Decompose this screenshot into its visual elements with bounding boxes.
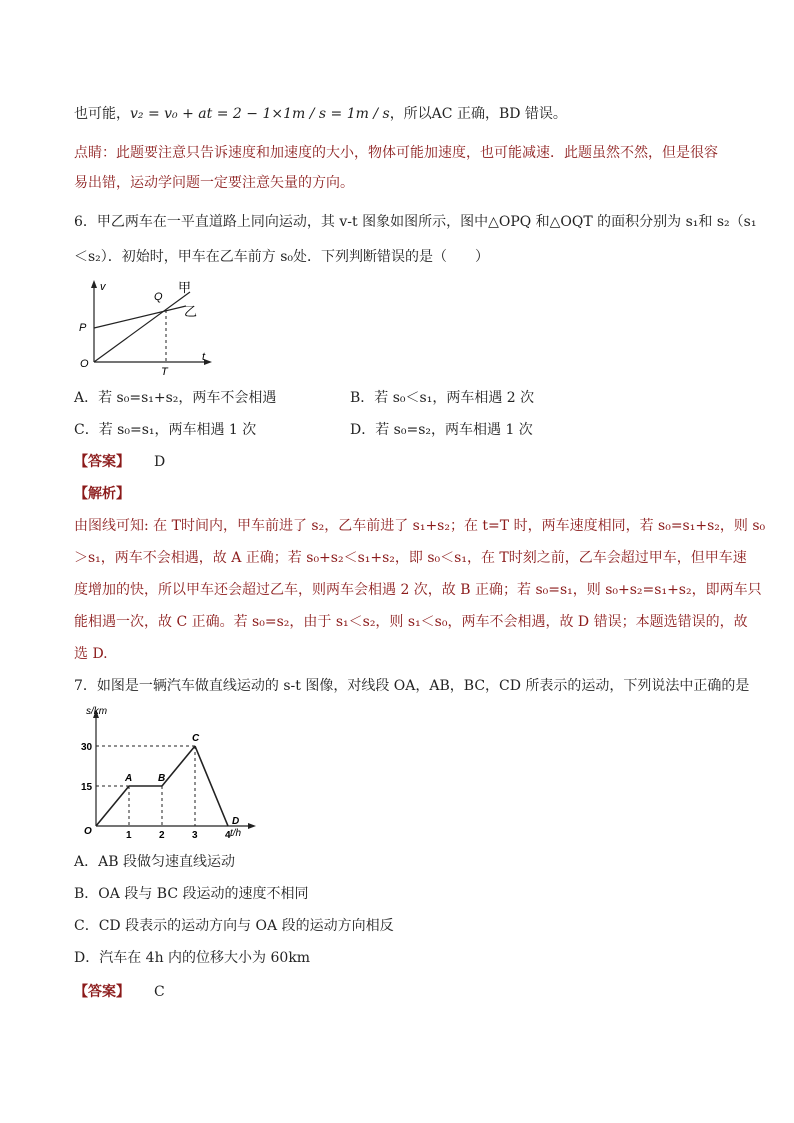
q6-analysis-line-4: 能相遇一次，故 C 正确。若 s₀=s₂，由于 s₁＜s₂，则 s₁＜s₀，两车不会相遇，故 D 错误；本题选错误的，故: [74, 614, 748, 630]
q6-answer-value: D: [154, 454, 166, 470]
q6-analysis-line-2: ＞s₁，两车不会相遇，故 A 正确；若 s₀+s₂＜s₁+s₂，即 s₀＜s₁，在 T时刻之前，乙车会超过甲车，但甲车速: [74, 550, 747, 566]
origin-label: O: [80, 358, 89, 370]
q6-analysis-line-5: 选 D.: [74, 646, 108, 662]
q6-stem-line-1: 6．甲乙两车在一平直道路上同向运动，其 v-t 图象如图所示，图中△OPQ 和△OQT 的面积分别为 s₁和 s₂（s₁: [74, 214, 757, 230]
q6-analysis-line-3: 度增加的快，所以甲车还会超过乙车，则两车会相遇 2 次，故 B 正确；若 s₀=s₁，则 s₀+s₂=s₁+s₂，即两车只: [74, 582, 762, 598]
prev-solution-line: [74, 104, 567, 124]
point-t-label: T: [161, 366, 168, 378]
x-tick-4: 4: [225, 830, 231, 840]
yi-line: [94, 306, 186, 328]
point-label-O: O: [84, 826, 92, 837]
q7-answer-value: C: [154, 984, 165, 1000]
segment-OA: [96, 786, 129, 826]
q6-vt-figure: [70, 276, 230, 380]
t-axis-arrow-icon: [248, 823, 256, 829]
q7-option-c: C．CD 段表示的运动方向与 OA 段的运动方向相反: [74, 918, 394, 934]
prev-solution-suffix: ，所以AC 正确，BD 错误。: [389, 106, 567, 122]
velocity-formula: v₂ = v₀ + at = 2 − 1×1m / s = 1m / s: [130, 106, 390, 122]
note-line-2: 易出错，运动学问题一定要注意矢量的方向。: [74, 175, 354, 191]
q7-option-d: D．汽车在 4h 内的位移大小为 60km: [74, 950, 311, 966]
point-q-label: Q: [154, 291, 163, 303]
prev-solution-prefix: 也可能，: [74, 106, 130, 122]
s-axis-label: s/km: [86, 706, 108, 717]
yi-label: 乙: [184, 304, 198, 319]
q7-option-b: B．OA 段与 BC 段运动的速度不相同: [74, 886, 309, 902]
y-tick-30: 30: [81, 742, 93, 753]
segment-BC: [162, 746, 195, 786]
q6-analysis-label: 【解析】: [74, 486, 130, 502]
q6-analysis-line-1: 由图线可知: 在 T时间内，甲车前进了 s₂，乙车前进了 s₁+s₂；在 t=T 时，两车速度相同，若 s₀=s₁+s₂，则 s₀: [74, 518, 766, 534]
x-tick-3: 3: [192, 830, 198, 840]
point-label-B: B: [158, 773, 166, 784]
q7-stem: 7．如图是一辆汽车做直线运动的 s-t 图像，对线段 OA，AB，BC，CD 所表示的运动，下列说法中正确的是: [74, 678, 750, 694]
t-axis-label: t/h: [230, 828, 242, 839]
x-tick-1: 1: [126, 830, 132, 840]
q6-stem-line-2: ＜s₂）．初始时，甲车在乙车前方 s₀处．下列判断错误的是（ ）: [74, 249, 490, 265]
q7-option-a: A．AB 段做匀速直线运动: [74, 854, 235, 870]
v-axis-label: v: [100, 281, 106, 293]
note-line-1: 点睛：此题要注意只告诉速度和加速度的大小，物体可能加速度，也可能减速．此题虽然不然，但是很容: [74, 145, 718, 161]
t-axis-arrow-icon: [204, 359, 212, 365]
y-tick-15: 15: [81, 782, 93, 793]
jia-label: 甲: [178, 280, 192, 295]
point-label-C: C: [192, 733, 200, 744]
q7-answer-row: [74, 982, 165, 1002]
q7-answer-label: 【答案】: [74, 984, 130, 1000]
jia-line: [94, 292, 190, 362]
q7-st-chart: [80, 704, 260, 840]
segment-CD: [195, 746, 228, 826]
x-tick-2: 2: [159, 830, 165, 840]
point-label-A: A: [125, 773, 133, 784]
v-axis-arrow-icon: [91, 280, 97, 288]
q6-option-d: D．若 s₀=s₂，两车相遇 1 次: [350, 422, 533, 438]
t-axis-label: t: [202, 351, 206, 363]
q6-answer-label: 【答案】: [74, 454, 130, 470]
q6-option-a: A．若 s₀=s₁+s₂，两车不会相遇: [74, 390, 277, 406]
point-p-label: P: [79, 322, 87, 334]
q6-option-c: C．若 s₀=s₁，两车相遇 1 次: [74, 422, 257, 438]
point-label-D: D: [232, 816, 240, 827]
q6-option-b: B．若 s₀＜s₁，两车相遇 2 次: [350, 390, 535, 406]
q6-answer-row: [74, 452, 165, 472]
